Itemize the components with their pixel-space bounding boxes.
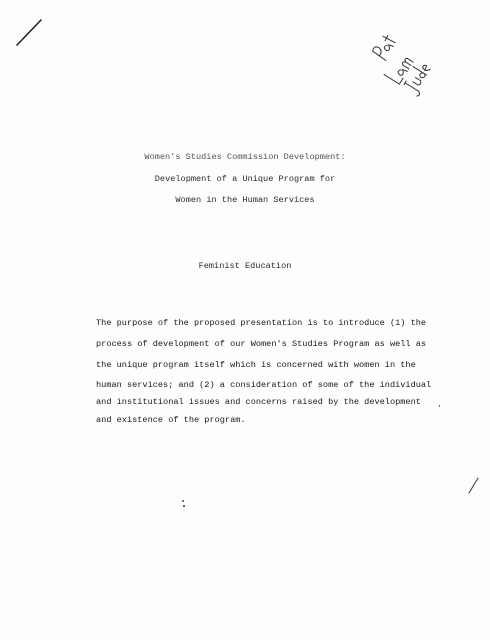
header-line-3: Women in the Human Services [175, 195, 315, 205]
body-line-6: and existence of the program. [96, 415, 246, 425]
body-line-2: process of development of our Women's Studies Program as well as [96, 339, 427, 349]
body-line-3: the unique program itself which is concerned with women in the [96, 360, 416, 370]
handwritten-note [366, 28, 446, 100]
body-line-1: The purpose of the proposed presentation is to introduce (1) the [96, 318, 427, 328]
body-line-5: and institutional issues and concerns raised by the development [96, 397, 421, 407]
speck-mark [439, 405, 440, 407]
pen-mark-top-left [14, 18, 44, 48]
section-heading: Feminist Education [198, 261, 292, 271]
pen-mark-right-margin [466, 476, 480, 496]
header-line-2: Development of a Unique Program for [154, 174, 336, 184]
speck-mark [182, 500, 184, 502]
header-line-1: Women's Studies Commission Development: [144, 152, 346, 162]
speck-mark [183, 505, 185, 507]
body-line-4: human services; and (2) a consideration of some of the individual [96, 380, 432, 390]
